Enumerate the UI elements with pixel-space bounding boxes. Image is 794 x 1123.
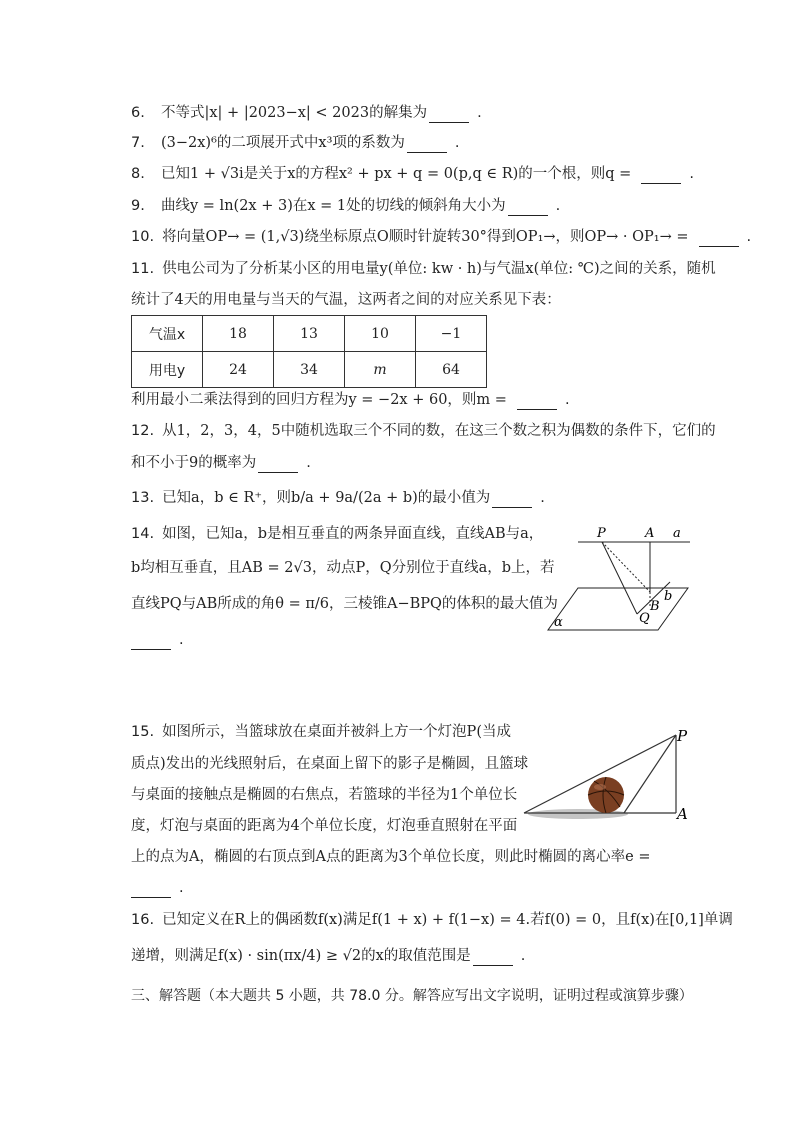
- question-14-line-1: [131, 524, 543, 544]
- plane-alpha-label: α: [554, 615, 563, 630]
- point-A-label: A: [645, 526, 655, 541]
- data-table: [131, 315, 487, 388]
- question-15-line-2: [131, 754, 528, 774]
- question-number: 7.: [131, 135, 145, 151]
- question-end: .: [477, 105, 482, 121]
- question-14-line-2: [131, 558, 555, 578]
- table-cell: 34: [274, 352, 345, 388]
- question-text: 从1，2，3，4，5中随机选取三个不同的数，在这三个数之积为偶数的条件下，它们的: [162, 423, 716, 439]
- section-heading: 三、解答题（本大题共 5 小题，共 78.0 分。解答应写出文字说明，证明过程或演算步骤）: [131, 988, 693, 1004]
- question-text: 和不小于9的概率为: [131, 455, 257, 471]
- answer-blank[interactable]: [473, 951, 513, 966]
- question-15-line-6: [131, 878, 184, 898]
- answer-blank[interactable]: [429, 108, 469, 123]
- table-row-label: 气温x: [132, 316, 203, 352]
- question-number: 13.: [131, 490, 155, 506]
- answer-blank[interactable]: [407, 138, 447, 153]
- table-cell: 24: [203, 352, 274, 388]
- question-15-line-5: [131, 847, 651, 867]
- question-number: 12.: [131, 423, 155, 439]
- question-number: 10.: [131, 229, 155, 245]
- question-11-line-1: [131, 259, 716, 279]
- line-a-label: a: [673, 526, 681, 541]
- question-end: .: [454, 135, 460, 151]
- point-Q-label: Q: [639, 611, 650, 626]
- question-12-line-2: [131, 453, 311, 473]
- question-end: .: [689, 166, 694, 182]
- question-text: 上的点为A，椭圆的右顶点到A点的距离为3个单位长度，则此时椭圆的离心率e =: [131, 849, 651, 865]
- question-end: .: [179, 880, 184, 896]
- table-cell: 10: [345, 316, 416, 352]
- question-12-line-1: [131, 421, 716, 441]
- question-text: 直线PQ与AB所成的角θ = π/6，三棱锥A−BPQ的体积的最大值为: [131, 596, 558, 612]
- question-11-line-2: [131, 290, 561, 310]
- table-row: [132, 316, 487, 352]
- question-text: b均相互垂直，且AB = 2√3，动点P，Q分别位于直线a，b上，若: [131, 560, 555, 576]
- question-13: [131, 488, 545, 508]
- question-number: 9.: [131, 198, 145, 214]
- question-14-line-4: [131, 630, 184, 650]
- point-P-label: P: [597, 526, 606, 541]
- question-number: 14.: [131, 526, 155, 542]
- question-end: .: [179, 632, 184, 648]
- question-number: 6.: [131, 105, 145, 121]
- question-end: .: [746, 229, 752, 245]
- question-end: .: [306, 455, 311, 471]
- question-16-line-1: [131, 910, 733, 930]
- lamp-P-label: P: [677, 727, 688, 745]
- question-number: 11.: [131, 261, 155, 277]
- point-A-label: A: [677, 805, 688, 823]
- question-text: 已知a，b ∈ R⁺，则b/a + 9a/(2a + b)的最小值为: [162, 490, 491, 506]
- answer-blank[interactable]: [258, 458, 298, 473]
- question-text: 质点)发出的光线照射后，在桌面上留下的影子是椭圆，且篮球: [131, 756, 529, 772]
- table-cell: 18: [203, 316, 274, 352]
- table-row: [132, 352, 487, 388]
- question-text: 统计了4天的用电量与当天的气温，这两者之间的对应关系见下表：: [131, 292, 561, 308]
- question-7: [131, 133, 460, 153]
- question-number: 15.: [131, 724, 155, 740]
- question-end: .: [520, 948, 526, 964]
- answer-blank[interactable]: [492, 493, 532, 508]
- answer-blank[interactable]: [699, 232, 739, 247]
- question-9: [131, 196, 560, 216]
- line-b-label: b: [664, 589, 673, 604]
- question-number: 16.: [131, 912, 155, 928]
- question-text: (3−2x)⁶的二项展开式中x³项的系数为: [161, 135, 405, 151]
- basketball-icon: [588, 777, 624, 813]
- table-row-label: 用电y: [132, 352, 203, 388]
- question-text: 不等式|x| + |2023−x| < 2023的解集为: [161, 105, 428, 121]
- question-end: .: [564, 392, 570, 408]
- basketball-figure: [520, 725, 700, 825]
- skew-lines-figure: [540, 522, 700, 634]
- answer-blank[interactable]: [131, 635, 171, 650]
- question-16-line-2: [131, 946, 525, 966]
- question-text: 供电公司为了分析某小区的用电量y(单位: kw · h)与气温x(单位: ℃)之间的关系，随机: [162, 261, 716, 277]
- question-text: 将向量OP→ = (1,√3)绕坐标原点O顺时针旋转30°得到OP₁→，则OP→ · OP₁→ =: [162, 229, 689, 245]
- table-cell: −1: [416, 316, 487, 352]
- question-text: 已知定义在R上的偶函数f(x)满足f(1 + x) + f(1−x) = 4.若f(0) = 0，且f(x)在[0,1]单调: [162, 912, 733, 928]
- question-text: 度，灯泡与桌面的距离为4个单位长度，灯泡垂直照射在平面: [131, 818, 518, 834]
- question-end: .: [540, 490, 545, 506]
- question-number: 8.: [131, 166, 145, 182]
- question-text: 如图所示，当篮球放在桌面并被斜上方一个灯泡P(当成: [162, 724, 511, 740]
- table-cell: 64: [416, 352, 487, 388]
- question-6: [131, 103, 482, 123]
- question-14-line-3: [131, 594, 558, 614]
- question-text: 曲线y = ln(2x + 3)在x = 1处的切线的倾斜角大小为: [161, 198, 506, 214]
- question-end: .: [555, 198, 561, 214]
- question-15-line-4: [131, 816, 517, 836]
- question-15-line-1: [131, 722, 511, 742]
- question-text: 利用最小二乘法得到的回归方程为y = −2x + 60，则m =: [131, 392, 507, 408]
- question-text: 递增，则满足f(x) · sin(πx/4) ≥ √2的x的取值范围是: [131, 948, 471, 964]
- question-10: [131, 227, 751, 247]
- table-cell: m: [345, 352, 416, 388]
- answer-blank[interactable]: [508, 201, 548, 216]
- answer-blank[interactable]: [641, 169, 681, 184]
- question-8: [131, 164, 694, 184]
- question-15-line-3: [131, 785, 517, 805]
- answer-blank[interactable]: [517, 395, 557, 410]
- question-text: 如图，已知a，b是相互垂直的两条异面直线，直线AB与a，: [162, 526, 544, 542]
- answer-blank[interactable]: [131, 883, 171, 898]
- table-cell: 13: [274, 316, 345, 352]
- point-B-label: B: [650, 599, 660, 614]
- question-11-line-3: [131, 390, 570, 410]
- question-text: 已知1 + √3i是关于x的方程x² + px + q = 0(p,q ∈ R)的一个根，则q =: [161, 166, 632, 182]
- question-text: 与桌面的接触点是椭圆的右焦点，若篮球的半径为1个单位长: [131, 787, 518, 803]
